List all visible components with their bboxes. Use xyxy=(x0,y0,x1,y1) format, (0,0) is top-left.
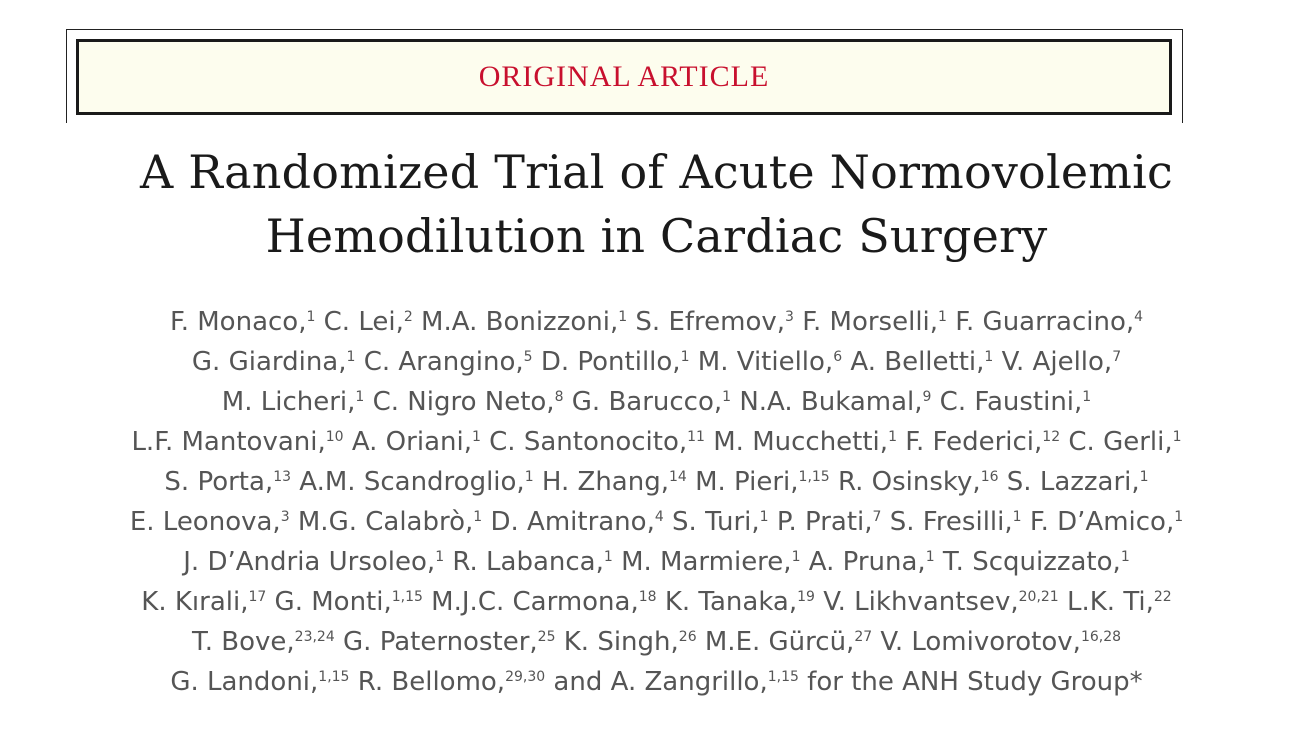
author-name: D. Pontillo, xyxy=(532,347,681,377)
affiliation-superscript: 14 xyxy=(668,469,687,485)
affiliation-superscript: 8 xyxy=(554,389,564,405)
affiliation-superscript: 17 xyxy=(248,589,267,605)
affiliation-superscript: 1 xyxy=(1174,509,1184,525)
author-name: A.M. Scandroglio, xyxy=(291,467,525,497)
author-line xyxy=(30,662,1283,702)
author-line xyxy=(30,382,1283,422)
author-name: V. Ajello, xyxy=(993,347,1113,377)
author-name: G. Barucco, xyxy=(563,387,723,417)
author-name: M. Licheri, xyxy=(221,387,356,417)
affiliation-superscript: 1 xyxy=(888,429,897,445)
affiliation-superscript: 10 xyxy=(325,429,344,445)
author-name: M.J.C. Carmona, xyxy=(422,587,639,617)
author-name: G. Monti, xyxy=(266,587,392,617)
author-name: S. Efremov, xyxy=(627,307,786,337)
affiliation-superscript: 27 xyxy=(854,629,873,645)
affiliation-superscript: 3 xyxy=(785,309,794,325)
author-name: S. Porta, xyxy=(164,467,274,497)
affiliation-superscript: 29,30 xyxy=(505,669,546,685)
author-name: F. Morselli, xyxy=(793,307,939,337)
affiliation-superscript: 1 xyxy=(471,429,481,445)
author-line xyxy=(30,422,1283,462)
affiliation-superscript: 1 xyxy=(680,349,690,365)
author-name: M.E. Gürcü, xyxy=(696,627,855,657)
author-name: A. Pruna, xyxy=(800,547,926,577)
affiliation-superscript: 6 xyxy=(833,349,843,365)
affiliation-superscript: 1 xyxy=(925,549,935,565)
author-name: F. Federici, xyxy=(896,427,1043,457)
affiliation-superscript: 1 xyxy=(1012,509,1022,525)
author-name: G. Paternoster, xyxy=(334,627,538,657)
author-name: G. Giardina, xyxy=(191,347,347,377)
author-name: K. Singh, xyxy=(555,627,679,657)
affiliation-superscript: 1 xyxy=(1139,469,1149,485)
author-line xyxy=(30,462,1283,502)
affiliation-superscript: 20,21 xyxy=(1018,589,1059,605)
author-name: L.F. Mantovani, xyxy=(131,427,326,457)
affiliation-superscript: 7 xyxy=(1112,349,1122,365)
author-name: M. Marmiere, xyxy=(612,547,792,577)
title-line-1: A Randomized Trial of Acute Normovolemic xyxy=(140,145,1173,199)
affiliation-superscript: 23,24 xyxy=(294,629,335,645)
author-name: F. Monaco, xyxy=(169,307,307,337)
author-name: V. Lomivorotov, xyxy=(872,627,1081,657)
author-name: N.A. Bukamal, xyxy=(731,387,923,417)
author-name: for the ANH Study Group* xyxy=(798,667,1143,697)
affiliation-superscript: 4 xyxy=(654,509,664,525)
author-name: S. Turi, xyxy=(663,507,760,537)
author-name: L.K. Ti, xyxy=(1058,587,1154,617)
affiliation-superscript: 4 xyxy=(1134,309,1144,325)
affiliation-superscript: 1 xyxy=(1172,429,1182,445)
affiliation-superscript: 5 xyxy=(523,349,533,365)
author-name: K. Tanaka, xyxy=(656,587,798,617)
author-line xyxy=(30,342,1283,382)
affiliation-superscript: 1 xyxy=(346,349,356,365)
affiliation-superscript: 2 xyxy=(403,309,413,325)
author-name: G. Landoni, xyxy=(170,667,319,697)
author-name: A. Belletti, xyxy=(842,347,985,377)
author-name: C. Lei, xyxy=(315,307,404,337)
affiliation-superscript: 1 xyxy=(435,549,445,565)
affiliation-superscript: 1,15 xyxy=(798,469,830,485)
author-name: J. D’Andria Ursoleo, xyxy=(183,547,436,577)
author-name: K. Kırali, xyxy=(141,587,249,617)
affiliation-superscript: 1 xyxy=(759,509,769,525)
author-name: R. Osinsky, xyxy=(829,467,981,497)
affiliation-superscript: 1 xyxy=(1120,549,1130,565)
affiliation-superscript: 1 xyxy=(1082,389,1092,405)
author-list xyxy=(30,302,1283,702)
affiliation-superscript: 18 xyxy=(638,589,657,605)
affiliation-superscript: 1 xyxy=(355,389,365,405)
author-name: R. Bellomo, xyxy=(349,667,506,697)
author-name: A. Oriani, xyxy=(343,427,472,457)
affiliation-superscript: 26 xyxy=(678,629,697,645)
affiliation-superscript: 1 xyxy=(938,309,947,325)
affiliation-superscript: 1,15 xyxy=(391,589,423,605)
affiliation-superscript: 3 xyxy=(280,509,290,525)
author-name: M. Pieri, xyxy=(686,467,799,497)
affiliation-superscript: 1 xyxy=(618,309,628,325)
affiliation-superscript: 22 xyxy=(1153,589,1172,605)
author-line xyxy=(30,542,1283,582)
author-name: V. Likhvantsev, xyxy=(814,587,1019,617)
affiliation-superscript: 12 xyxy=(1042,429,1061,445)
author-name: M. Mucchetti, xyxy=(704,427,889,457)
author-name: S. Fresilli, xyxy=(881,507,1013,537)
author-name: D. Amitrano, xyxy=(482,507,655,537)
author-name: P. Prati, xyxy=(768,507,873,537)
author-name: R. Labanca, xyxy=(444,547,604,577)
affiliation-superscript: 1 xyxy=(791,549,801,565)
affiliation-superscript: 1 xyxy=(984,349,994,365)
affiliation-superscript: 16 xyxy=(980,469,999,485)
author-name: S. Lazzari, xyxy=(998,467,1140,497)
affiliation-superscript: 1 xyxy=(306,309,316,325)
author-name: M.A. Bonizzoni, xyxy=(412,307,619,337)
author-name: E. Leonova, xyxy=(129,507,281,537)
author-name: M.G. Calabrò, xyxy=(289,507,474,537)
author-name: H. Zhang, xyxy=(533,467,669,497)
author-name: M. Vitiello, xyxy=(689,347,834,377)
title-line-2: Hemodilution in Cardiac Surgery xyxy=(265,209,1048,263)
author-name: F. Guarracino, xyxy=(946,307,1135,337)
author-name: F. D’Amico, xyxy=(1021,507,1175,537)
author-name: and A. Zangrillo, xyxy=(545,667,768,697)
affiliation-superscript: 25 xyxy=(537,629,556,645)
affiliation-superscript: 1 xyxy=(473,509,483,525)
author-line xyxy=(30,502,1283,542)
article-title xyxy=(40,140,1273,268)
author-name: C. Santonocito, xyxy=(480,427,688,457)
affiliation-superscript: 7 xyxy=(872,509,882,525)
author-line xyxy=(30,622,1283,662)
affiliation-superscript: 1,15 xyxy=(767,669,799,685)
author-name: T. Scquizzato, xyxy=(934,547,1121,577)
affiliation-superscript: 19 xyxy=(797,589,815,605)
affiliation-superscript: 1,15 xyxy=(318,669,350,685)
affiliation-superscript: 1 xyxy=(722,389,732,405)
article-type-banner xyxy=(76,39,1172,115)
author-line xyxy=(30,302,1283,342)
author-name: C. Gerli, xyxy=(1060,427,1173,457)
author-name: C. Arangino, xyxy=(355,347,524,377)
author-name: C. Faustini, xyxy=(931,387,1083,417)
affiliation-superscript: 9 xyxy=(922,389,932,405)
author-line xyxy=(30,582,1283,622)
affiliation-superscript: 16,28 xyxy=(1080,629,1122,645)
article-type-label: ORIGINAL ARTICLE xyxy=(478,60,770,93)
author-name: T. Bove, xyxy=(191,627,295,657)
affiliation-superscript: 1 xyxy=(524,469,534,485)
affiliation-superscript: 13 xyxy=(273,469,292,485)
affiliation-superscript: 11 xyxy=(687,429,705,445)
author-name: C. Nigro Neto, xyxy=(364,387,555,417)
affiliation-superscript: 1 xyxy=(603,549,613,565)
